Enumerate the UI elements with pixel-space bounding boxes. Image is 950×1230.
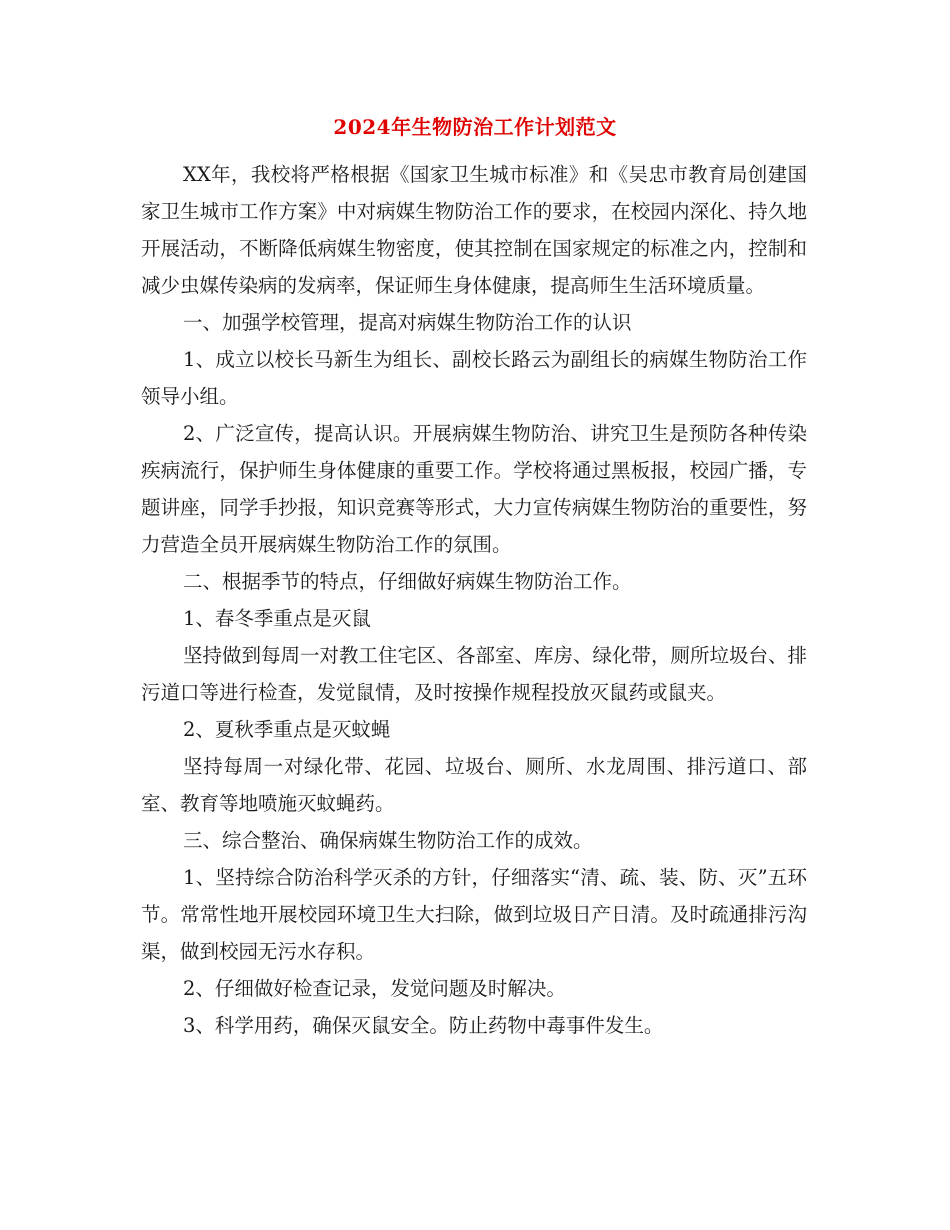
section-heading-2: 二、根据季节的特点，仔细做好病媒生物防治工作。	[183, 570, 632, 593]
subheading-2-1: 1、春冬季重点是灭鼠	[183, 607, 371, 630]
section-heading-1: 一、加强学校管理，提高对病媒生物防治工作的认识	[183, 311, 632, 334]
paragraph-3-1: 1、坚持综合防治科学灭杀的方针，仔细落实“清、疏、装、防、灭”五环节。常常性地开展校园环境卫生大扫除，做到垃圾日产日清。及时疏通排污沟渠，做到校园无污水存积。	[141, 866, 807, 963]
document-body	[141, 156, 807, 1044]
paragraph-intro: XX年，我校将严格根据《国家卫生城市标准》和《吴忠市教育局创建国家卫生城市工作方案》中对病媒生物防治工作的要求，在校园内深化、持久地开展活动，不断降低病媒生物密度，使其控制在国家规定的标准之内，控制和减少虫媒传染病的发病率，保证师生身体健康，提高师生生活环境质量。	[141, 163, 807, 297]
document-title: 2024年生物防治工作计划范文	[333, 115, 617, 139]
paragraph-1-2: 2、广泛宣传，提高认识。开展病媒生物防治、讲究卫生是预防各种传染疾病流行，保护师生身体健康的重要工作。学校将通过黑板报，校园广播，专题讲座，同学手抄报，知识竞赛等形式，大力宣传病媒生物防治的重要性，努力营造全员开展病媒生物防治工作的氛围。	[141, 422, 807, 556]
paragraph-2-2: 坚持每周一对绿化带、花园、垃圾台、厕所、水龙周围、排污道口、部室、教育等地喷施灭蚊蝇药。	[141, 755, 807, 815]
subheading-2-2: 2、夏秋季重点是灭蚊蝇	[183, 718, 391, 741]
paragraph-3-3: 3、科学用药，确保灭鼠安全。防止药物中毒事件发生。	[183, 1014, 664, 1037]
paragraph-2-1: 坚持做到每周一对教工住宅区、各部室、库房、绿化带，厕所垃圾台、排污道口等进行检查，发觉鼠情，及时按操作规程投放灭鼠药或鼠夹。	[141, 644, 808, 704]
paragraph-1-1: 1、成立以校长马新生为组长、副校长路云为副组长的病媒生物防治工作领导小组。	[141, 348, 807, 408]
paragraph-3-2: 2、仔细做好检查记录，发觉问题及时解决。	[183, 977, 566, 1000]
section-heading-3: 三、综合整治、确保病媒生物防治工作的成效。	[183, 829, 593, 852]
